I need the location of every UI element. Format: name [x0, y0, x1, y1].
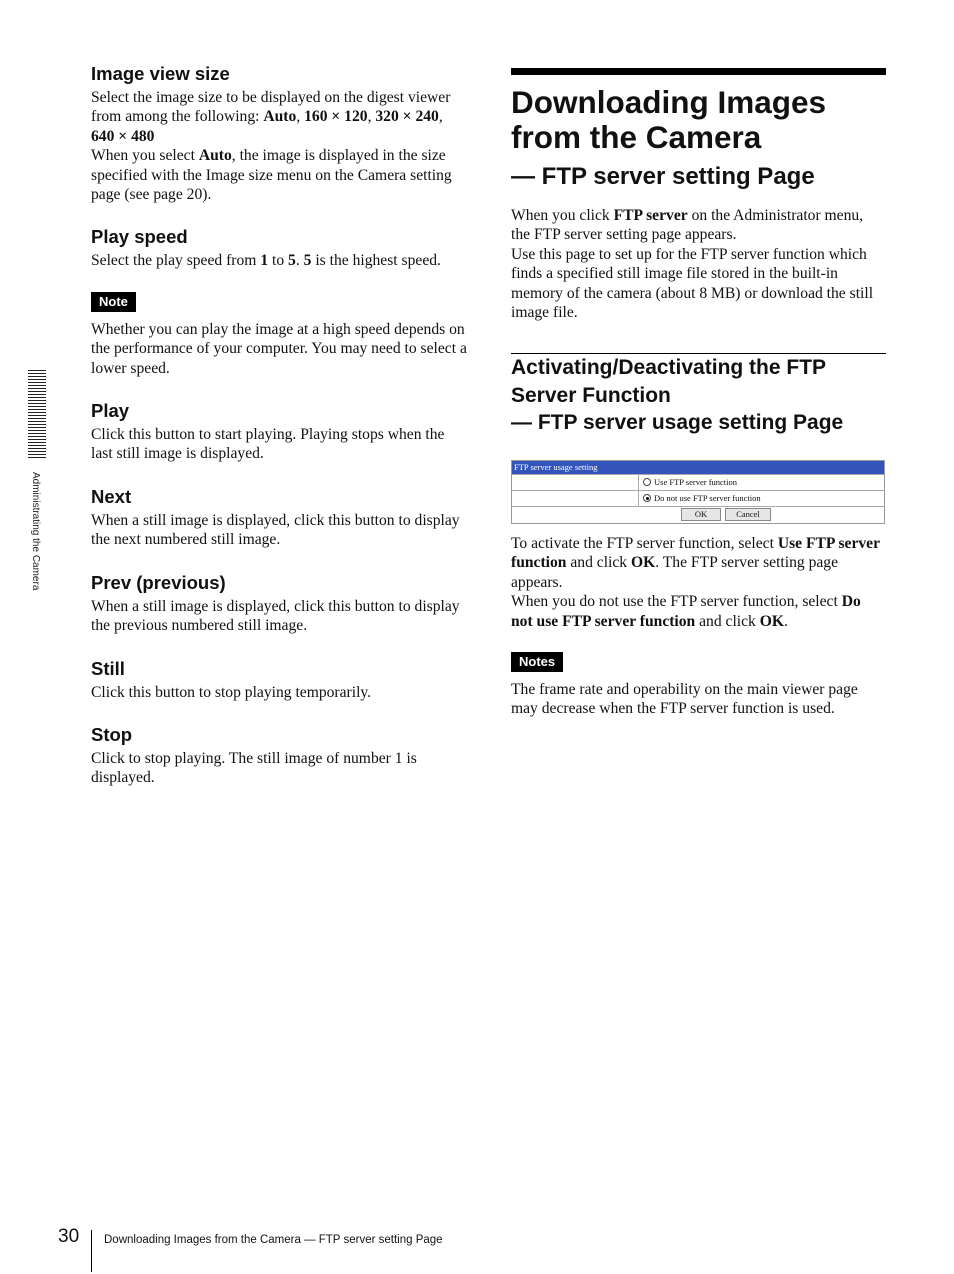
still-heading: Still: [91, 657, 125, 679]
image-view-size-paragraph-1: Select the image size to be displayed on the digest viewer from among the following: Auto, 160 × 120, 320 × 240, 640 × 480: [91, 89, 451, 145]
left-column: [91, 62, 469, 788]
still-text: Click this button to stop playing temporarily.: [91, 683, 372, 701]
stop-heading: Stop: [91, 723, 133, 745]
title-rule: [511, 68, 886, 75]
right-column: [511, 62, 886, 719]
footer-divider: [91, 1230, 92, 1272]
side-tab-marker: [28, 370, 46, 459]
activate-paragraph: To activate the FTP server function, select Use FTP server function and click OK. The FTP server setting page appears.: [511, 534, 880, 591]
stop-text: Click to stop playing. The still image of number 1 is displayed.: [91, 749, 417, 787]
prev-heading: Prev (previous): [91, 571, 226, 593]
next-text: When a still image is displayed, click this button to display the next numbered still image.: [91, 511, 460, 549]
section-title: Activating/Deactivating the FTP Server Function: [511, 356, 826, 407]
image-view-size-heading: Image view size: [91, 63, 230, 84]
radio-use-ftp[interactable]: [643, 478, 651, 486]
intro-paragraph-2: Use this page to set up for the FTP server function which finds a specified still image file stored in the built-in memory of the camera (about 8 MB) or download the still image file.: [511, 245, 874, 322]
notes-badge: Notes: [511, 652, 563, 672]
radio-use-ftp-label: Use FTP server function: [654, 477, 738, 488]
ftp-option-not-use-row[interactable]: [512, 490, 884, 506]
radio-not-use-ftp-label: Do not use FTP server function: [654, 493, 761, 504]
ftp-usage-panel: [511, 460, 885, 524]
notes-text: The frame rate and operability on the main viewer page may decrease when the FTP server function is used.: [511, 680, 858, 718]
section-subtitle: — FTP server usage setting Page: [511, 411, 844, 435]
ftp-panel-header: FTP server usage setting: [512, 461, 884, 474]
deactivate-paragraph: When you do not use the FTP server function, select Do not use FTP server function and click OK.: [511, 593, 861, 630]
image-view-size-paragraph-2: When you select Auto, the image is displayed in the size specified with the Image size menu on the Camera setting page (see page 20).: [91, 147, 452, 204]
play-text: Click this button to start playing. Playing stops when the last still image is displayed.: [91, 426, 445, 463]
ftp-button-row: [512, 506, 884, 523]
play-heading: Play: [91, 400, 130, 422]
ftp-option-use-row[interactable]: [512, 474, 884, 490]
play-speed-paragraph: Select the play speed from 1 to 5. 5 is the highest speed.: [91, 252, 441, 270]
page-number: 30: [58, 1226, 80, 1247]
note-text: Whether you can play the image at a high speed depends on the performance of your computer. You may need to select a lower speed.: [91, 320, 467, 377]
page-subtitle: — FTP server setting Page: [511, 163, 815, 190]
intro-paragraph: When you click FTP server on the Administrator menu, the FTP server setting page appears.: [511, 207, 864, 244]
main-title: Downloading Images from the Camera: [511, 84, 827, 155]
note-badge: Note: [91, 292, 136, 312]
prev-text: When a still image is displayed, click this button to display the previous numbered still image.: [91, 597, 460, 635]
ok-button[interactable]: OK: [681, 508, 721, 521]
running-footer: Downloading Images from the Camera — FTP server setting Page: [104, 1234, 443, 1246]
radio-not-use-ftp[interactable]: [643, 494, 651, 502]
side-tab-label: Administrating the Camera: [30, 472, 41, 591]
cancel-button[interactable]: Cancel: [725, 508, 771, 521]
play-speed-heading: Play speed: [91, 226, 188, 248]
next-heading: Next: [91, 485, 132, 507]
